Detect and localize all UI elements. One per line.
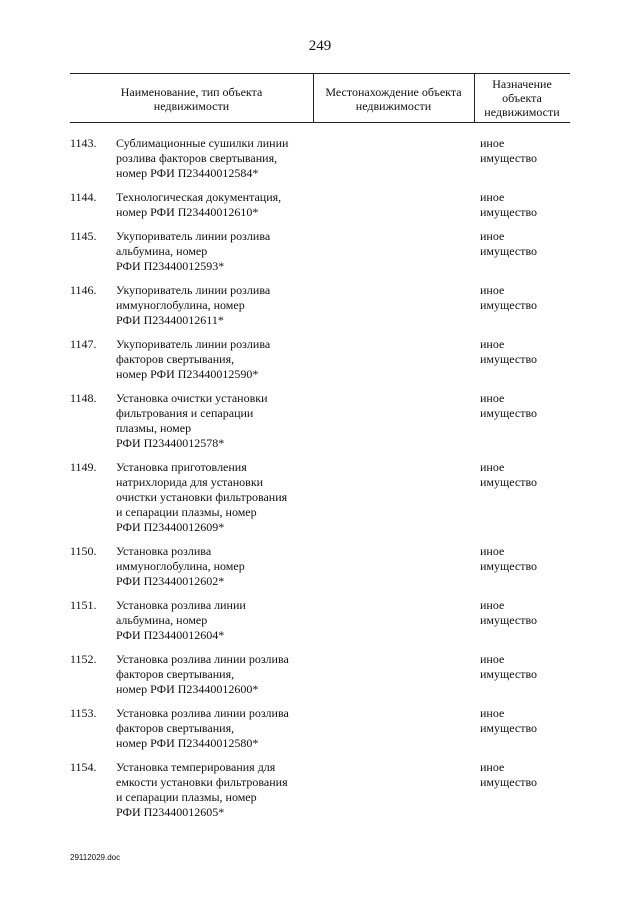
object-name: Установка приготовления натрихлорида для установки очистки установки фильтрования и сепарации плазмы, номер РФИ П23440012609* — [116, 460, 288, 534]
row-number: 1144. — [70, 190, 97, 204]
column-header-location-text: Местонахождение объекта недвижимости — [325, 85, 462, 113]
table-body — [0, 136, 640, 829]
row-number: 1149. — [70, 460, 97, 474]
object-name: Технологическая документация, номер РФИ П23440012610* — [116, 190, 282, 219]
table-row — [0, 391, 640, 451]
object-name: Сублимационные сушилки линии розлива факторов свертывания, номер РФИ П23440012584* — [116, 136, 289, 180]
row-number: 1152. — [70, 652, 97, 666]
object-purpose: иное имущество — [480, 229, 538, 258]
row-number: 1151. — [70, 598, 97, 612]
column-header-name — [70, 85, 313, 113]
table-row — [0, 652, 640, 697]
object-name: Укупориватель линии розлива альбумина, номер РФИ П23440012593* — [116, 229, 271, 273]
row-number: 1153. — [70, 706, 97, 720]
object-purpose: иное имущество — [480, 337, 538, 366]
object-name: Установка розлива линии розлива факторов свертывания, номер РФИ П23440012580* — [116, 706, 289, 750]
table-row — [0, 136, 640, 181]
object-name: Установка розлива иммуноглобулина, номер РФИ П23440012602* — [116, 544, 245, 588]
table-row — [0, 706, 640, 751]
object-purpose: иное имущество — [480, 391, 538, 420]
object-purpose: иное имущество — [480, 136, 538, 165]
object-name: Установка розлива линии альбумина, номер РФИ П23440012604* — [116, 598, 246, 642]
row-number: 1146. — [70, 283, 97, 297]
row-number: 1147. — [70, 337, 97, 351]
object-name: Установка очистки установки фильтрования и сепарации плазмы, номер РФИ П23440012578* — [116, 391, 268, 450]
row-number: 1148. — [70, 391, 97, 405]
object-purpose: иное имущество — [480, 598, 538, 627]
row-number: 1154. — [70, 760, 97, 774]
table-row — [0, 229, 640, 274]
object-purpose: иное имущество — [480, 706, 538, 735]
object-name: Установка розлива линии розлива факторов свертывания, номер РФИ П23440012600* — [116, 652, 289, 696]
table-row — [0, 190, 640, 220]
object-purpose: иное имущество — [480, 190, 538, 219]
object-purpose: иное имущество — [480, 760, 538, 789]
row-number: 1150. — [70, 544, 97, 558]
row-number: 1143. — [70, 136, 97, 150]
row-number: 1145. — [70, 229, 97, 243]
table-row — [0, 598, 640, 643]
column-header-purpose — [474, 77, 570, 119]
document-filename: 29112029.doc — [70, 853, 121, 862]
column-header-purpose-text: Назначение объекта недвижимости — [484, 77, 560, 119]
object-name: Установка темперирования для емкости установки фильтрования и сепарации плазмы, номер РФИ П23440012605* — [116, 760, 288, 819]
table-row — [0, 760, 640, 820]
table-row — [0, 283, 640, 328]
object-purpose: иное имущество — [480, 544, 538, 573]
object-purpose: иное имущество — [480, 652, 538, 681]
table-header-top-rule — [70, 73, 570, 74]
object-purpose: иное имущество — [480, 283, 538, 312]
table-row — [0, 337, 640, 382]
column-header-name-text: Наименование, тип объекта недвижимости — [120, 85, 263, 113]
table-header-bottom-rule — [70, 122, 570, 123]
table-row — [0, 460, 640, 535]
page-number: 249 — [308, 38, 332, 54]
table-row — [0, 544, 640, 589]
column-header-location — [313, 85, 474, 113]
object-name: Укупориватель линии розлива иммуноглобулина, номер РФИ П23440012611* — [116, 283, 271, 327]
object-name: Укупориватель линии розлива факторов свертывания, номер РФИ П23440012590* — [116, 337, 271, 381]
object-purpose: иное имущество — [480, 460, 538, 489]
